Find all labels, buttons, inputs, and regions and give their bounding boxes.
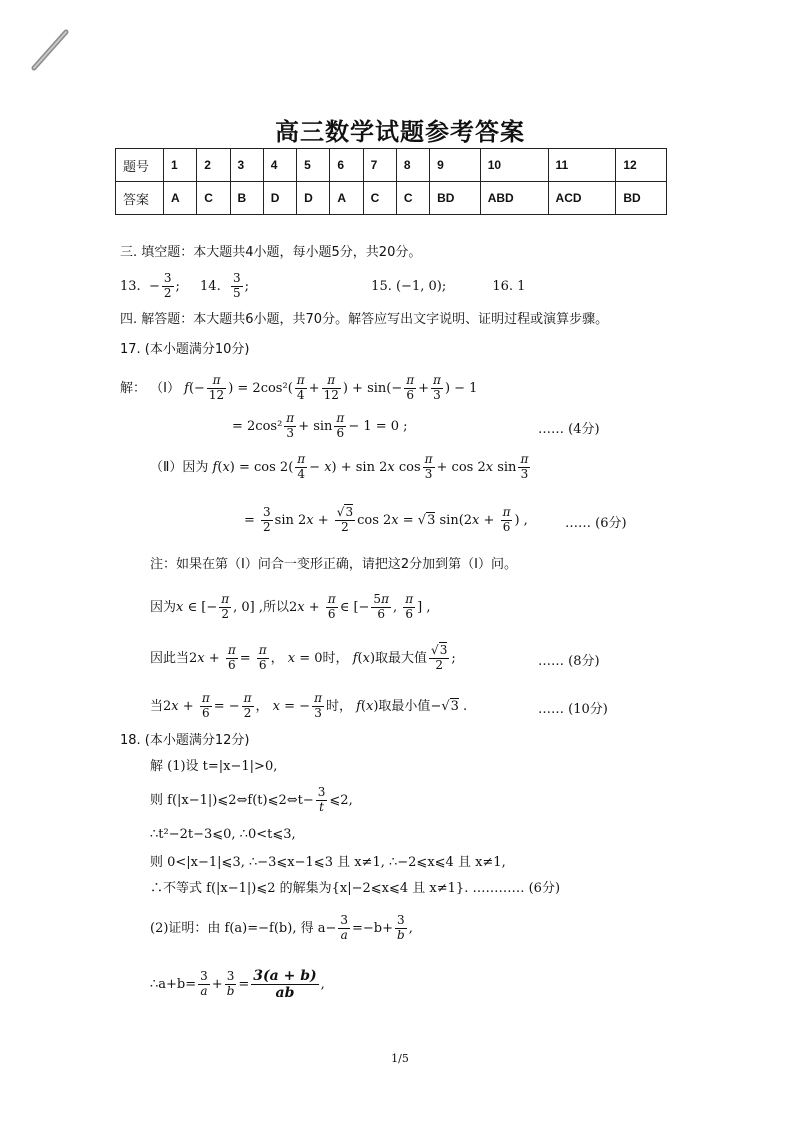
q18-line6-mid: =−b+ <box>352 920 393 936</box>
question-number: 2 <box>197 149 230 182</box>
question-number: 7 <box>363 149 396 182</box>
section4-heading: 四. 解答题：本大题共6小题，共70分。解答应写出文字说明、证明过程或演算步骤。 <box>120 312 609 327</box>
min-label: 取最小值 <box>378 698 431 714</box>
question-number: 6 <box>330 149 363 182</box>
q17-heading: 17. (本小题满分10分) <box>120 342 250 357</box>
question-number: 8 <box>396 149 429 182</box>
therefore-label: 因此当 <box>150 650 190 666</box>
q14-answer: $\frac{3}{5}$ ; <box>233 271 250 300</box>
q18-line7-left: ∴a+b= <box>150 977 197 993</box>
q18-line4: 则 0<|x−1|⩽3, ∴−3⩽x−1⩽3 且 x≠1, ∴−2⩽x⩽4 且 x≠1, <box>150 855 506 870</box>
pencil-mark <box>28 24 78 74</box>
q13-label: 13. <box>120 278 141 294</box>
question-number: 4 <box>263 149 296 182</box>
part2-label: （Ⅱ）因为 <box>150 459 209 475</box>
q18-line2: 则 f(|x−1|)⩽2⇔f(t)⩽2⇔t− $\frac{3}{t}$ ⩽2, <box>150 785 353 814</box>
answer-table <box>115 148 667 215</box>
q17-part1-line1: 解： （Ⅰ） f(− $\frac{\pi}{12}$ ) = 2cos²( $\frac{\pi}{4}$ + $\frac{\pi}{12}$ ) + sin(− $\frac{\pi}{6}$ + $\frac{\pi}{3}$ ) − 1 <box>120 373 478 402</box>
at-label: 时， <box>322 650 349 666</box>
q17-part2-line1: （Ⅱ）因为 f(x) = cos 2( $\frac{\pi}{4}$ − x) + sin 2x cos $\frac{\pi}{3}$ + cos 2x sin $\frac{\pi}{3}$ <box>150 452 529 481</box>
question-number: 1 <box>164 149 197 182</box>
max-label: 取最大值 <box>375 650 428 666</box>
question-number: 12 <box>616 149 667 182</box>
table-answer-row <box>116 182 667 215</box>
answer-cell: C <box>363 182 396 215</box>
q18-line7-plus: + <box>211 977 223 993</box>
jie-label: 解： <box>120 380 147 396</box>
page-title: 高三数学试题参考答案 <box>275 118 525 146</box>
part1-label: （Ⅰ） <box>150 380 180 396</box>
answer-cell: D <box>297 182 330 215</box>
answer-cell: A <box>330 182 363 215</box>
section3-heading: 三. 填空题：本大题共4小题，每小题5分，共20分。 <box>120 245 422 260</box>
question-number: 11 <box>548 149 616 182</box>
answer-label: 答案 <box>116 182 164 215</box>
q17-note: 注：如果在第（Ⅰ）问合一变形正确，请把这2分加到第（Ⅰ）问。 <box>150 557 517 572</box>
q17-part2-line2: = $\frac{3}{2}$ sin 2x + $\frac{√3}{2}$ cos 2x = √3 sin(2x + $\frac{\pi}{6}$ ) , <box>244 505 528 534</box>
q17-max-line: 因此当2x + $\frac{\pi}{6}$ = $\frac{\pi}{6}$ ， x = 0时， f(x)取最大值 $\frac{√3}{2}$ ; <box>150 643 456 672</box>
at-label: 时， <box>325 698 352 714</box>
when-label: 当 <box>150 698 164 714</box>
q18-line2-left: 则 f(|x−1|)⩽2⇔f(t)⩽2⇔t− <box>150 792 314 808</box>
q18-line6-left: (2)证明：由 f(a)=−f(b), 得 a− <box>150 920 337 936</box>
q18-heading: 18. (本小题满分12分) <box>120 733 250 748</box>
q13-answer: − $\frac{3}{2}$ ; <box>144 271 180 300</box>
so-label: 所以 <box>262 599 289 615</box>
answer-cell: C <box>396 182 429 215</box>
score-4: …… (4分) <box>538 422 600 437</box>
table-header-row <box>116 149 667 182</box>
answer-cell: BD <box>430 182 481 215</box>
question-number: 3 <box>230 149 263 182</box>
question-number: 5 <box>297 149 330 182</box>
header-label: 题号 <box>116 149 164 182</box>
answer-cell: ACD <box>548 182 616 215</box>
q18-line7: ∴a+b= $\frac{3}{a}$ + $\frac{3}{b}$ = $\frac{3(a + b)}{ab}$ , <box>150 968 325 1002</box>
answer-cell: C <box>197 182 230 215</box>
answer-cell: BD <box>616 182 667 215</box>
q18-line2-right: ⩽2, <box>329 792 353 808</box>
q18-line7-eq: = <box>238 977 250 993</box>
question-number: 9 <box>430 149 481 182</box>
answer-cell: B <box>230 182 263 215</box>
score-6: …… (6分) <box>565 516 627 531</box>
question-number: 10 <box>480 149 548 182</box>
q17-range-line: 因为x ∈ [− $\frac{\pi}{2}$ , 0] ,所以2x + $\frac{\pi}{6}$ ∈ [− $\frac{5\pi}{6}$ , $\frac{\pi}{6}$ ] , <box>150 592 431 621</box>
answer-cell: A <box>164 182 197 215</box>
q14-label: 14. <box>200 278 221 294</box>
q18-line1: 解 (1)设 t=|x−1|>0, <box>150 759 278 774</box>
page-number: 1/5 <box>391 1052 409 1065</box>
q16-answer: 16. 1 <box>492 278 526 294</box>
q18-line5: ∴不等式 f(|x−1|)⩽2 的解集为{x|−2⩽x⩽4 且 x≠1}. ………… (6分) <box>150 881 561 896</box>
answer-cell: ABD <box>480 182 548 215</box>
score-10: …… (10分) <box>538 702 608 717</box>
q17-part1-line2: = 2cos² $\frac{\pi}{3}$ + sin $\frac{\pi}{6}$ − 1 = 0 ; <box>232 411 408 440</box>
answer-cell: D <box>263 182 296 215</box>
fill-answers-line <box>120 272 525 301</box>
q18-line7-end: , <box>320 977 325 993</box>
q18-line3: ∴t²−2t−3⩽0, ∴0<t⩽3, <box>150 827 296 842</box>
score-8: …… (8分) <box>538 654 600 669</box>
q15-answer: 15. (−1, 0); <box>371 278 447 294</box>
since-label: 因为 <box>150 599 177 615</box>
q18-line6: (2)证明：由 f(a)=−f(b), 得 a− $\frac{3}{a}$ =−b+ $\frac{3}{b}$ , <box>150 913 413 942</box>
q17-min-line: 当2x + $\frac{\pi}{6}$ = − $\frac{\pi}{2}$ ， x = − $\frac{\pi}{3}$ 时， f(x)取最小值−√3 . <box>150 691 468 720</box>
